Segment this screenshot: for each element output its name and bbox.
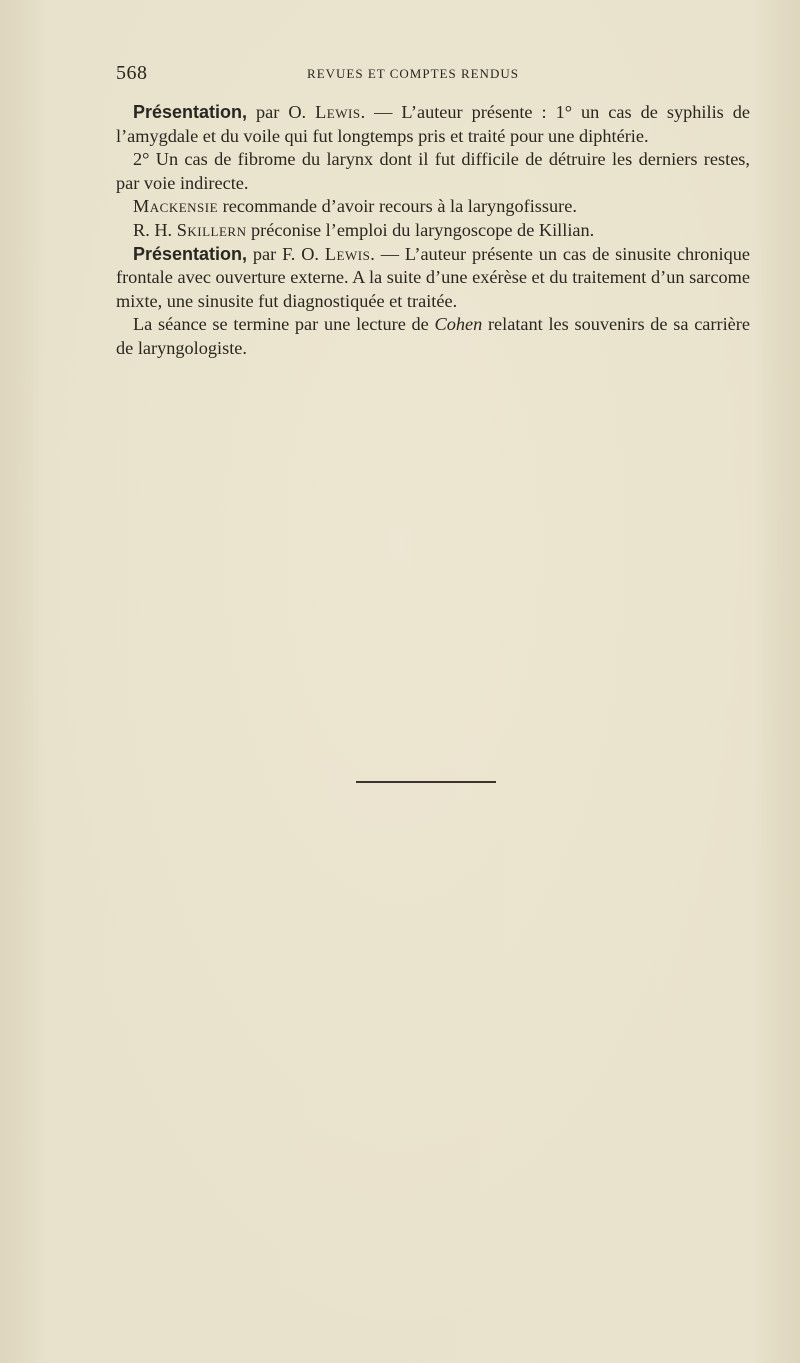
paragraph-presentation-f-o-lewis	[116, 243, 750, 314]
paragraph-seance-conclusion	[116, 313, 750, 360]
section-lead: Présentation,	[133, 243, 248, 264]
text-fragment: préconise l’emploi du laryngoscope de Killian.	[246, 219, 595, 240]
author-name: Lewis	[324, 243, 371, 264]
author-name: Skillern	[176, 219, 247, 240]
text-fragment: relatant les souvenirs de sa carrière de laryngologiste.	[116, 314, 750, 358]
text-fragment: R. H.	[133, 219, 177, 240]
page-number: 568	[116, 62, 148, 84]
section-lead: Présentation,	[133, 102, 248, 122]
author-name: Mackensie	[133, 196, 219, 217]
running-head: REVUES ET COMPTES RENDUS	[307, 66, 519, 81]
text-fragment: recommande d’avoir recours à la laryngofissure.	[218, 196, 577, 217]
text-fragment: . — L’auteur présente un cas de sinusite chronique frontale avec ouverture externe. A la suite d’une exérèse et du traitement d’un sarcome mixte, une sinusite fut diagnostiquée et traitée.	[116, 243, 750, 311]
text-fragment: 2° Un cas de fibrome du larynx dont il fut difficile de détruire les derniers restes, par voie indirecte.	[116, 149, 750, 193]
article-body	[116, 101, 750, 361]
paragraph-fibrome	[116, 148, 750, 195]
paragraph-mackensie	[116, 195, 750, 219]
text-fragment: par F. O.	[247, 243, 325, 264]
text-fragment: La séance se termine par une lecture de	[133, 314, 435, 335]
paragraph-skillern	[116, 219, 750, 243]
author-name: Lewis	[315, 102, 361, 122]
section-divider	[356, 781, 496, 783]
text-fragment: . — L’auteur présente : 1° un cas de syphilis de l’amygdale et du voile qui fut longtemps pris et traité pour une diphtérie.	[116, 102, 751, 146]
paragraph-presentation-lewis	[116, 101, 750, 148]
text-fragment: par O.	[247, 102, 316, 122]
author-name-italic: Cohen	[434, 314, 483, 335]
